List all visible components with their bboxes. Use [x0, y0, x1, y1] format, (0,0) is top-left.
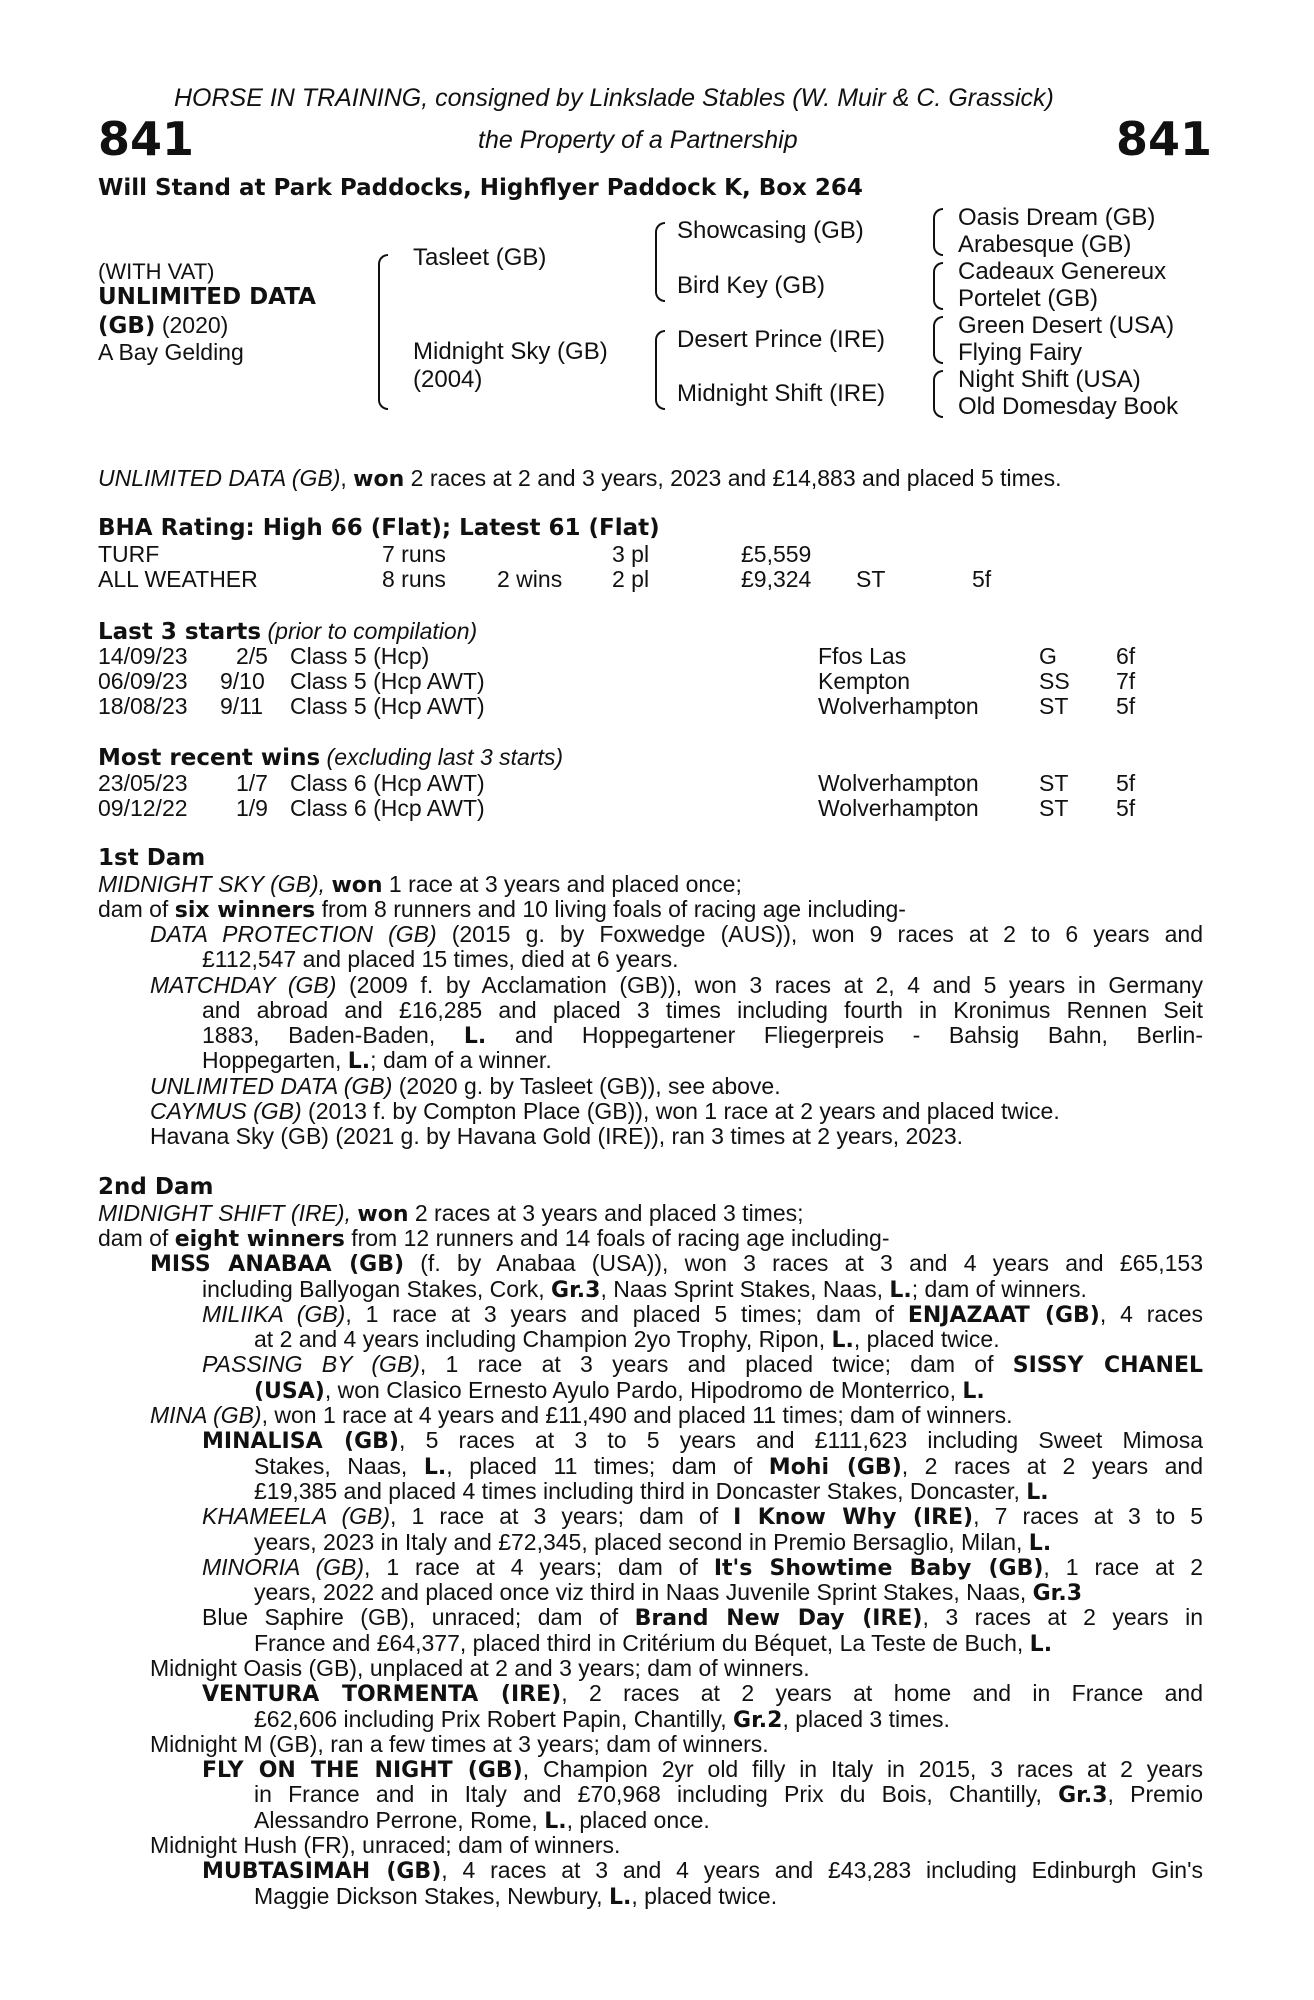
produce-entry-cont: £19,385 and placed 4 times including third in Doncaster Stakes, Doncaster, L. — [254, 1478, 1049, 1505]
produce-entry-cont: years, 2023 in Italy and £72,345, placed second in Premio Bersaglio, Milan, L. — [254, 1529, 1052, 1556]
produce-entry: CAYMUS (GB) (2013 f. by Compton Place (GB)), won 1 race at 2 years and placed twice. — [150, 1098, 1060, 1124]
pedigree-brace-2a — [655, 222, 665, 302]
pedigree-brace-3b — [933, 262, 943, 310]
vat-label: (WITH VAT) — [98, 259, 215, 284]
produce-entry-cont: in France and in Italy and £70,968 including Prix du Bois, Chantilly, Gr.3, Premio — [254, 1781, 1203, 1808]
first-dam-line: MIDNIGHT SKY (GB), won 1 race at 3 years and placed once; — [98, 871, 742, 898]
win-position: 1/9 — [236, 795, 268, 821]
win-class: Class 6 (Hcp AWT) — [290, 795, 485, 821]
start-going: ST — [1039, 693, 1069, 719]
start-distance: 7f — [1116, 668, 1136, 694]
stand-line: Will Stand at Park Paddocks, Highflyer Paddock K, Box 264 — [98, 175, 863, 201]
produce-entry-cont: France and £64,377, placed third in Critérium du Béquet, La Teste de Buch, L. — [254, 1630, 1053, 1657]
produce-entry-cont: and abroad and £16,285 and placed 3 times including fourth in Kronimus Rennen Seit — [202, 997, 1203, 1023]
produce-entry: Midnight Oasis (GB), unplaced at 2 and 3 years; dam of winners. — [150, 1655, 810, 1681]
grandparent-1: Oasis Dream (GB) — [958, 204, 1156, 231]
second-dam-heading: 2nd Dam — [98, 1174, 214, 1200]
dam: Midnight Sky (GB) — [413, 338, 608, 365]
start-class: Class 5 (Hcp AWT) — [290, 693, 485, 719]
produce-entry-cont: Alessandro Perrone, Rome, L., placed once. — [254, 1807, 710, 1834]
produce-entry: MINALISA (GB), 5 races at 3 to 5 years and £111,623 including Sweet Mimosa — [202, 1427, 1203, 1454]
rating-prize: £5,559 — [741, 541, 812, 567]
pedigree-brace-3d — [933, 370, 943, 418]
lot-number-right: 841 — [1116, 112, 1213, 166]
win-distance: 5f — [1116, 770, 1136, 796]
produce-entry-cont: £62,606 including Prix Robert Papin, Chantilly, Gr.2, placed 3 times. — [254, 1706, 950, 1733]
pedigree-brace-3c — [933, 316, 943, 364]
grandparent-8: Old Domesday Book — [958, 393, 1179, 420]
start-position: 9/11 — [220, 693, 264, 719]
produce-entry: DATA PROTECTION (GB) (2015 g. by Foxwedge (AUS)), won 9 races at 2 to 6 years and — [150, 921, 1203, 947]
grandparent-4: Portelet (GB) — [958, 285, 1099, 312]
produce-entry: MINORIA (GB), 1 race at 4 years; dam of It's Showtime Baby (GB), 1 race at 2 — [202, 1554, 1203, 1581]
pedigree-brace-1 — [378, 254, 388, 410]
rating-distance: 5f — [972, 566, 992, 592]
rating-placed: 3 pl — [612, 541, 650, 567]
horse-description: A Bay Gelding — [98, 339, 244, 365]
produce-entry: MISS ANABAA (GB) (f. by Anabaa (USA)), won 3 races at 3 and 4 years and £65,153 — [150, 1250, 1203, 1277]
start-position: 2/5 — [236, 643, 268, 669]
rating-surface: TURF — [98, 541, 160, 567]
second-dam-line: MIDNIGHT SHIFT (IRE), won 2 races at 3 years and placed 3 times; — [98, 1200, 804, 1227]
produce-entry-cont: including Ballyogan Stakes, Cork, Gr.3, Naas Sprint Stakes, Naas, L.; dam of winners. — [202, 1276, 1087, 1303]
start-date: 06/09/23 — [98, 668, 188, 694]
win-course: Wolverhampton — [818, 795, 979, 821]
produce-entry: MATCHDAY (GB) (2009 f. by Acclamation (GB)), won 3 races at 2, 4 and 5 years in Germany — [150, 972, 1203, 998]
win-position: 1/7 — [236, 770, 268, 796]
horse-name: UNLIMITED DATA — [98, 284, 316, 310]
grandparent-3: Cadeaux Genereux — [958, 258, 1167, 285]
last3-heading: Last 3 starts (prior to compilation) — [98, 618, 478, 645]
rating-prize: £9,324 — [741, 566, 812, 592]
produce-entry: MINA (GB), won 1 race at 4 years and £11,490 and placed 11 times; dam of winners. — [150, 1402, 1013, 1428]
lot-number-left: 841 — [98, 112, 195, 166]
produce-entry-cont: at 2 and 4 years including Champion 2yo Trophy, Ripon, L., placed twice. — [254, 1326, 1000, 1353]
grandparent-5: Green Desert (USA) — [958, 312, 1175, 339]
produce-entry-cont: £112,547 and placed 15 times, died at 6 years. — [202, 946, 679, 972]
horse-origin: (GB) (2020) — [98, 312, 229, 339]
start-going: G — [1039, 643, 1057, 669]
start-date: 14/09/23 — [98, 643, 188, 669]
dam-year: (2004) — [413, 366, 483, 393]
produce-entry: FLY ON THE NIGHT (GB), Champion 2yr old filly in Italy in 2015, 3 races at 2 years — [202, 1756, 1204, 1783]
produce-entry: VENTURA TORMENTA (IRE), 2 races at 2 years at home and in France and — [202, 1680, 1203, 1707]
pedigree-brace-3a — [933, 208, 943, 256]
grandparent-2: Arabesque (GB) — [958, 231, 1132, 258]
race-summary: UNLIMITED DATA (GB), won 2 races at 2 and 3 years, 2023 and £14,883 and placed 5 times. — [98, 465, 1062, 492]
produce-entry-cont: Hoppegarten, L.; dam of a winner. — [202, 1047, 552, 1074]
rating-placed: 2 pl — [612, 566, 650, 592]
produce-entry: KHAMEELA (GB), 1 race at 3 years; dam of I Know Why (IRE), 7 races at 3 to 5 — [202, 1503, 1203, 1530]
first-dam-produce-line: dam of six winners from 8 runners and 10 living foals of racing age including- — [98, 896, 906, 923]
produce-entry: Midnight Hush (FR), unraced; dam of winners. — [150, 1832, 621, 1858]
rating-surface: ALL WEATHER — [98, 566, 258, 592]
win-distance: 5f — [1116, 795, 1136, 821]
sire: Tasleet (GB) — [413, 244, 547, 271]
produce-entry: Midnight M (GB), ran a few times at 3 years; dam of winners. — [150, 1731, 769, 1757]
sire-sire: Showcasing (GB) — [677, 217, 864, 244]
produce-entry: MUBTASIMAH (GB), 4 races at 3 and 4 years and £43,283 including Edinburgh Gin's — [202, 1857, 1203, 1884]
rating-going: ST — [856, 566, 886, 592]
rating-runs: 8 runs — [382, 566, 446, 592]
rating-runs: 7 runs — [382, 541, 446, 567]
produce-entry: PASSING BY (GB), 1 race at 3 years and placed twice; dam of SISSY CHANEL — [202, 1351, 1203, 1378]
dam-dam: Midnight Shift (IRE) — [677, 380, 886, 407]
produce-entry-cont: Stakes, Naas, L., placed 11 times; dam of Mohi (GB), 2 races at 2 years and — [254, 1453, 1203, 1480]
start-date: 18/08/23 — [98, 693, 188, 719]
produce-entry: Havana Sky (GB) (2021 g. by Havana Gold (IRE)), ran 3 times at 2 years, 2023. — [150, 1123, 964, 1149]
start-class: Class 5 (Hcp AWT) — [290, 668, 485, 694]
produce-entry: Blue Saphire (GB), unraced; dam of Brand New Day (IRE), 3 races at 2 years in — [202, 1604, 1203, 1631]
consign-line: HORSE IN TRAINING, consigned by Linkslade Stables (W. Muir & C. Grassick) — [174, 84, 1054, 112]
produce-entry: UNLIMITED DATA (GB) (2020 g. by Tasleet (GB)), see above. — [150, 1073, 781, 1099]
produce-entry: MILIIKA (GB), 1 race at 3 years and placed 5 times; dam of ENJAZAAT (GB), 4 races — [202, 1301, 1203, 1328]
start-going: SS — [1039, 668, 1070, 694]
produce-entry-cont: Maggie Dickson Stakes, Newbury, L., placed twice. — [254, 1883, 778, 1910]
win-class: Class 6 (Hcp AWT) — [290, 770, 485, 796]
start-distance: 6f — [1116, 643, 1136, 669]
win-date: 23/05/23 — [98, 770, 188, 796]
pedigree-brace-2b — [655, 330, 665, 410]
recent-wins-heading: Most recent wins (excluding last 3 starts) — [98, 744, 564, 771]
start-course: Ffos Las — [818, 643, 907, 669]
start-position: 9/10 — [220, 668, 265, 694]
bha-rating: BHA Rating: High 66 (Flat); Latest 61 (Flat) — [98, 515, 660, 541]
property-line: the Property of a Partnership — [478, 126, 798, 154]
start-course: Kempton — [818, 668, 911, 694]
grandparent-6: Flying Fairy — [958, 339, 1083, 366]
win-going: ST — [1039, 795, 1069, 821]
second-dam-produce-line: dam of eight winners from 12 runners and 14 foals of racing age including- — [98, 1225, 890, 1252]
start-class: Class 5 (Hcp) — [290, 643, 430, 669]
rating-wins: 2 wins — [497, 566, 563, 592]
produce-entry-cont: (USA), won Clasico Ernesto Ayulo Pardo, Hipodromo de Monterrico, L. — [254, 1377, 985, 1404]
win-going: ST — [1039, 770, 1069, 796]
start-course: Wolverhampton — [818, 693, 979, 719]
sire-dam: Bird Key (GB) — [677, 272, 826, 299]
start-distance: 5f — [1116, 693, 1136, 719]
win-date: 09/12/22 — [98, 795, 188, 821]
dam-sire: Desert Prince (IRE) — [677, 326, 886, 353]
produce-entry-cont: 1883, Baden-Baden, L. and Hoppegartener Fliegerpreis - Bahsig Bahn, Berlin- — [202, 1022, 1203, 1049]
grandparent-7: Night Shift (USA) — [958, 366, 1141, 393]
first-dam-heading: 1st Dam — [98, 845, 206, 871]
win-course: Wolverhampton — [818, 770, 979, 796]
produce-entry-cont: years, 2022 and placed once viz third in Naas Juvenile Sprint Stakes, Naas, Gr.3 — [254, 1579, 1083, 1606]
